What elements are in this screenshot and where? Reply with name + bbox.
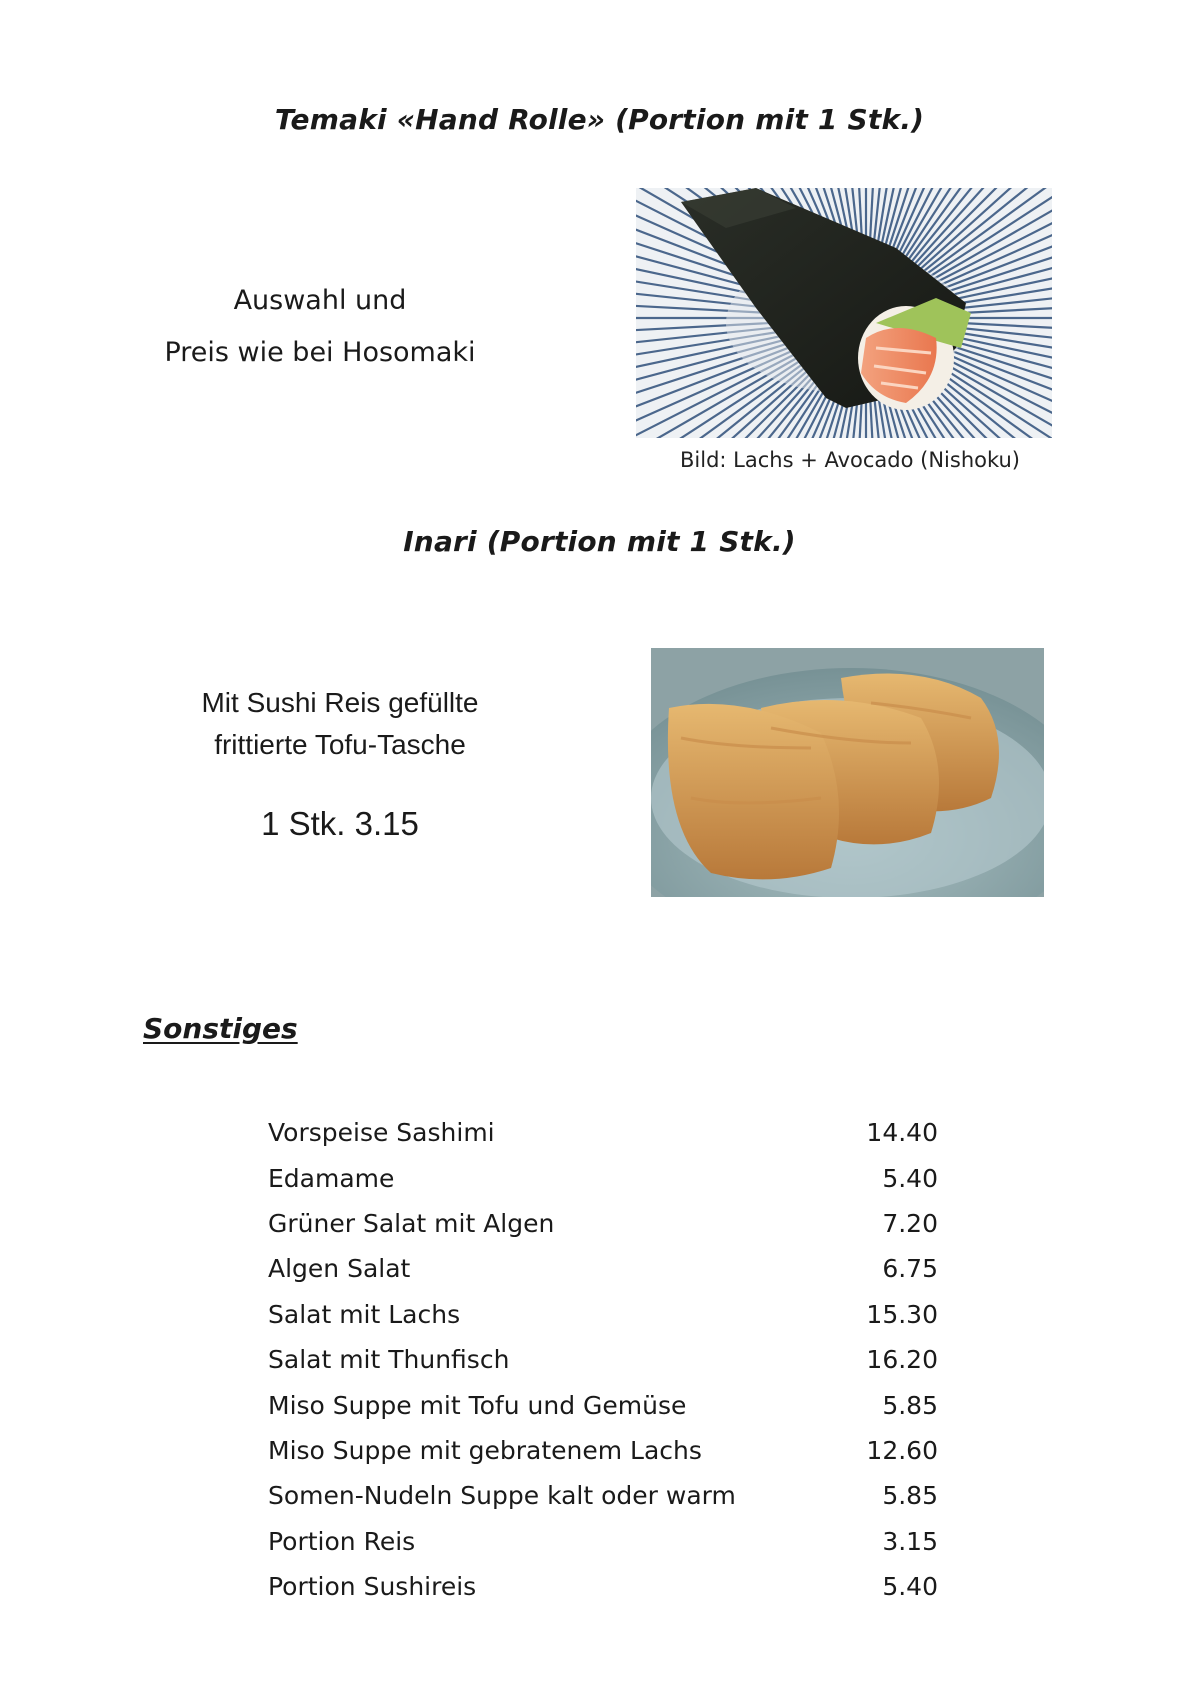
menu-item-name: Algen Salat [268,1254,411,1284]
menu-item-name: Miso Suppe mit Tofu und Gemüse [268,1390,687,1420]
inari-price: 1 Stk. 3.15 [261,805,419,842]
menu-item [268,1110,938,1155]
menu-item-name: Salat mit Lachs [268,1299,461,1329]
temaki-caption: Bild: Lachs + Avocado (Nishoku) [680,448,1020,472]
menu-item-price: 14.40 [866,1118,938,1148]
menu-item-name: Edamame [268,1163,395,1193]
menu-item-name: Vorspeise Sashimi [268,1118,495,1148]
menu-item-name: Portion Sushireis [268,1572,477,1602]
inari-desc-line2: frittierte Tofu-Tasche [214,729,466,760]
menu-item [268,1201,938,1246]
menu-item [268,1337,938,1382]
menu-item-name: Somen-Nudeln Suppe kalt oder warm [268,1481,736,1511]
menu-item [268,1382,938,1427]
menu-item [268,1246,938,1291]
menu-item-price: 12.60 [866,1435,938,1465]
menu-item-name: Salat mit Thunfisch [268,1345,510,1375]
sonstiges-title: Sonstiges [143,1012,298,1045]
menu-item-price: 3.15 [882,1526,938,1556]
menu-item [268,1155,938,1200]
temaki-photo [636,188,1052,438]
menu-item-price: 5.40 [882,1572,938,1602]
temaki-desc-line1: Auswahl und [233,285,407,316]
menu-item [268,1473,938,1518]
menu-item-price: 16.20 [866,1345,938,1375]
menu-item [268,1428,938,1473]
inari-description [140,682,540,766]
sonstiges-menu-list [268,1110,938,1609]
menu-item [268,1564,938,1609]
menu-item-price: 5.85 [882,1481,938,1511]
inari-photo [651,648,1044,897]
menu-item-price: 15.30 [866,1299,938,1329]
menu-item [268,1519,938,1564]
temaki-heading: Temaki «Hand Rolle» (Portion mit 1 Stk.) [274,103,925,136]
menu-item-name: Portion Reis [268,1526,416,1556]
temaki-desc-line2: Preis wie bei Hosomaki [164,337,476,368]
menu-item-name: Miso Suppe mit gebratenem Lachs [268,1435,702,1465]
temaki-description [120,275,520,379]
menu-item [268,1292,938,1337]
menu-item-price: 5.85 [882,1390,938,1420]
menu-item-price: 6.75 [882,1254,938,1284]
menu-item-price: 7.20 [882,1208,938,1238]
inari-desc-line1: Mit Sushi Reis gefüllte [201,687,479,718]
menu-item-price: 5.40 [882,1163,938,1193]
inari-heading: Inari (Portion mit 1 Stk.) [403,525,796,558]
menu-item-name: Grüner Salat mit Algen [268,1208,555,1238]
